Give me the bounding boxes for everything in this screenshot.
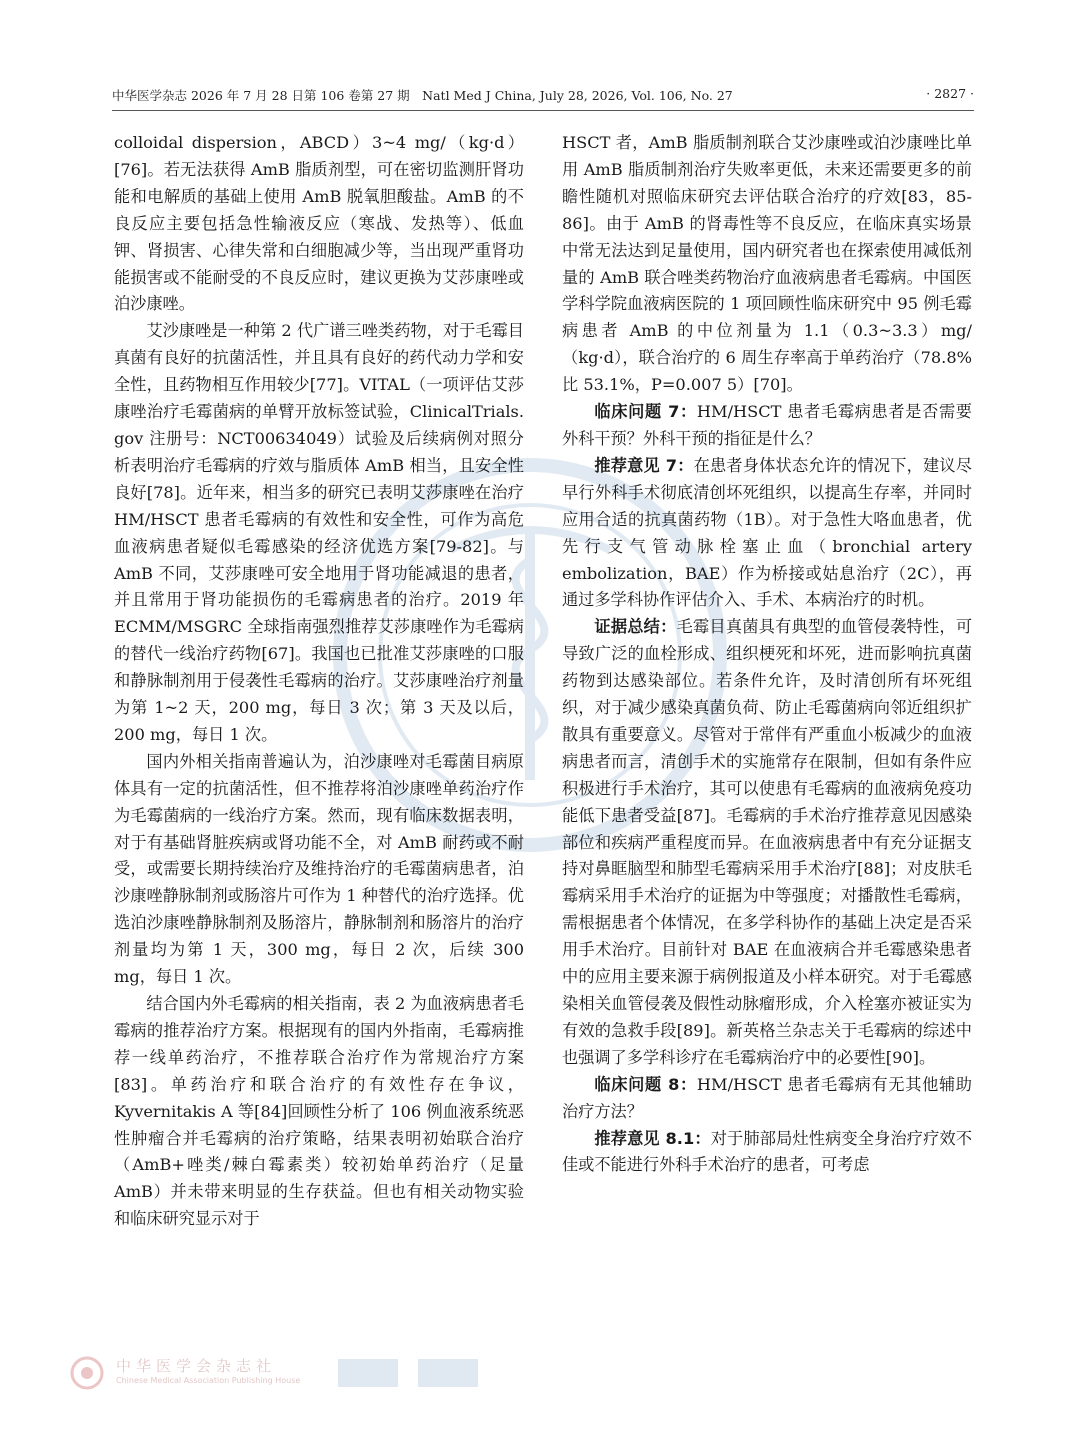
left-column [114, 130, 524, 1233]
recommendation-8-1 [562, 1126, 972, 1180]
recommendation-8-1-text: 对于肺部局灶性病变全身治疗疗效不佳或不能进行外科手术治疗的患者，可考虑 [562, 1128, 973, 1175]
publisher-watermark [68, 1355, 538, 1391]
running-header [112, 86, 974, 108]
page-number: · 2827 · [926, 86, 974, 101]
publisher-name-cn: 中华医学会杂志社 [116, 1357, 277, 1375]
paragraph-isavuconazole: 艾沙康唑是一种第 2 代广谱三唑类药物，对于毛霉目真菌有良好的抗菌活性，并且具有良好的药代动力学和安全性，且药物相互作用较少[77]。VITAL（一项评估艾莎康唑治疗毛霉菌病的单臂开放标签试验，ClinicalTrials. gov 注册号：NCT00634049）试验及后续病例对照分析表明治疗毛霉病的疗效与脂质体 AmB 相当，且安全性良好[78]。近年来，相当多的研究已表明艾莎康唑在治疗 HM/HSCT 患者毛霉病的有效性和安全性，可作为高危血液病患者疑似毛霉感染的经济优选方案[79-82]。与 AmB 不同，艾莎康唑可安全地用于肾功能减退的患者，并且常用于肾功能损伤的毛霉病患者的治疗。2019 年 ECMM/MSGRC 全球指南强烈推荐艾莎康唑作为毛霉病的替代一线治疗药物[67]。我国也已批准艾莎康唑的口服和静脉制剂用于侵袭性毛霉病的治疗。艾莎康唑治疗剂量为第 1~2 天，200 mg，每日 3 次；第 3 天及以后，200 mg，每日 1 次。 [114, 321, 524, 744]
qr-code-icon [338, 1359, 398, 1387]
publisher-logo-icon [68, 1355, 106, 1391]
paragraph-combination-therapy: 结合国内外毛霉病的相关指南，表 2 为血液病患者毛霉病的推荐治疗方案。根据现有的国内外指南，毛霉病推荐一线单药治疗，不推荐联合治疗作为常规治疗方案[83]。单药治疗和联合治疗的有效性存在争议，Kyvernitakis A 等[84]回顾性分析了 106 例血液系统恶性肿瘤合并毛霉病的治疗策略，结果表明初始联合治疗（AmB+唑类/棘白霉素类）较初始单药治疗（足量 AmB）并未带来明显的生存获益。但也有相关动物实验和临床研究显示对于 [114, 994, 524, 1229]
recommendation-7-text: 在患者身体状态允许的情况下，建议尽早行外科手术彻底清创坏死组织，以提高生存率，并同时应用合适的抗真菌药物（1B）。对于急性大咯血患者，优先行支气管动脉栓塞止血（bronchial artery embolization，BAE）作为桥接或姑息治疗（2C），再通过多学科协作评估介入、手术、本病治疗的时机。 [562, 455, 972, 610]
publisher-name-en: Chinese Medical Association Publishing House [116, 1376, 301, 1385]
evidence-summary-text: 毛霉目真菌具有典型的血管侵袭特性，可导致广泛的血栓形成、组织梗死和坏死，进而影响抗真菌药物到达感染部位。若条件允许，及时清创所有坏死组织，对于减少感染真菌负荷、防止毛霉菌病向邻近组织扩散具有重要意义。尽管对于常伴有严重血小板减少的血液病患者而言，清创手术的实施常存在限制，但如有条件应积极进行手术治疗，其可以使患有毛霉病的血液病免疫功能低下患者受益[87]。毛霉病的手术治疗推荐意见因感染部位和疾病严重程度而异。在血液病患者中有充分证据支持对鼻眶脑型和肺型毛霉病采用手术治疗[88]；对皮肤毛霉病采用手术治疗的证据为中等强度；对播散性毛霉病，需根据患者个体情况，在多学科协作的基础上决定是否采用手术治疗。目前针对 BAE 在血液病合并毛霉感染患者中的应用主要来源于病例报道及小样本研究。对于毛霉感染相关血管侵袭及假性动脉瘤形成，介入栓塞亦被证实为有效的急救手段[89]。新英格兰杂志关于毛霉病的综述中也强调了多学科诊疗在毛霉病治疗中的必要性[90]。 [562, 617, 973, 1067]
clinical-question-8-label: 临床问题 8： [594, 1074, 697, 1094]
clinical-question-7-label: 临床问题 7： [594, 402, 697, 422]
paragraph-posaconazole: 国内外相关指南普遍认为，泊沙康唑对毛霉菌目病原体具有一定的抗菌活性，但不推荐将泊沙康唑单药治疗作为毛霉菌病的一线治疗方案。然而，现有临床数据表明，对于有基础肾脏疾病或肾功能不全，对 AmB 耐药或不耐受，或需要长期持续治疗及维持治疗的毛霉菌病患者，泊沙康唑静脉制剂或肠溶片可作为 1 种替代的治疗选择。优选泊沙康唑静脉制剂及肠溶片，静脉制剂和肠溶片的治疗剂量均为第 1 天，300 mg，每日 2 次，后续 300 mg，每日 1 次。 [114, 751, 524, 987]
journal-citation: 中华医学杂志 2026 年 7 月 28 日第 106 卷第 27 期 Natl Med J China, July 28, 2026, Vol. 106, No. 27 [112, 88, 733, 103]
qr-code-icon [418, 1359, 478, 1387]
evidence-summary-label: 证据总结： [594, 617, 677, 637]
evidence-summary [562, 614, 972, 1071]
clinical-question-8-text: HM/HSCT 患者毛霉病有无其他辅助治疗方法？ [562, 1074, 972, 1121]
clinical-question-7 [562, 399, 972, 453]
clinical-question-7-text: HM/HSCT 患者毛霉病患者是否需要外科干预？外科干预的指征是什么？ [562, 402, 972, 448]
header-rule [112, 110, 974, 111]
recommendation-7-label: 推荐意见 7： [594, 455, 694, 475]
clinical-question-8 [562, 1072, 972, 1126]
recommendation-8-1-label: 推荐意见 8.1： [594, 1128, 711, 1148]
paragraph-combination-continued: HSCT 者，AmB 脂质制剂联合艾沙康唑或泊沙康唑比单用 AmB 脂质制剂治疗失败率更低，未来还需要更多的前瞻性随机对照临床研究去评估联合治疗的疗效[83，85-86]。由于 AmB 的肾毒性等不良反应，在临床真实场景中常无法达到足量使用，国内研究者也在探索使用减低剂量的 AmB 联合唑类药物治疗血液病患者毛霉病。中国医学科学院血液病医院的 1 项回顾性临床研究中 95 例毛霉病患者 AmB 的中位剂量为 1.1（0.3~3.3）mg/（kg·d），联合治疗的 6 周生存率高于单药治疗（78.8% 比 53.1%，P=0.007 5）[70]。 [562, 133, 972, 395]
paragraph-amb-dosage: colloidal dispersion，ABCD）3~4 mg/（kg·d）[76]。若无法获得 AmB 脂质剂型，可在密切监测肝肾功能和电解质的基础上使用 AmB 脱氧胆酸盐。AmB 的不良反应主要包括急性输液反应（寒战、发热等）、低血钾、肾损害、心律失常和白细胞减少等，当出现严重肾功能损害或不能耐受的不良反应时，建议更换为艾莎康唑或泊沙康唑。 [114, 133, 524, 314]
right-column [562, 130, 972, 1179]
recommendation-7 [562, 453, 972, 614]
